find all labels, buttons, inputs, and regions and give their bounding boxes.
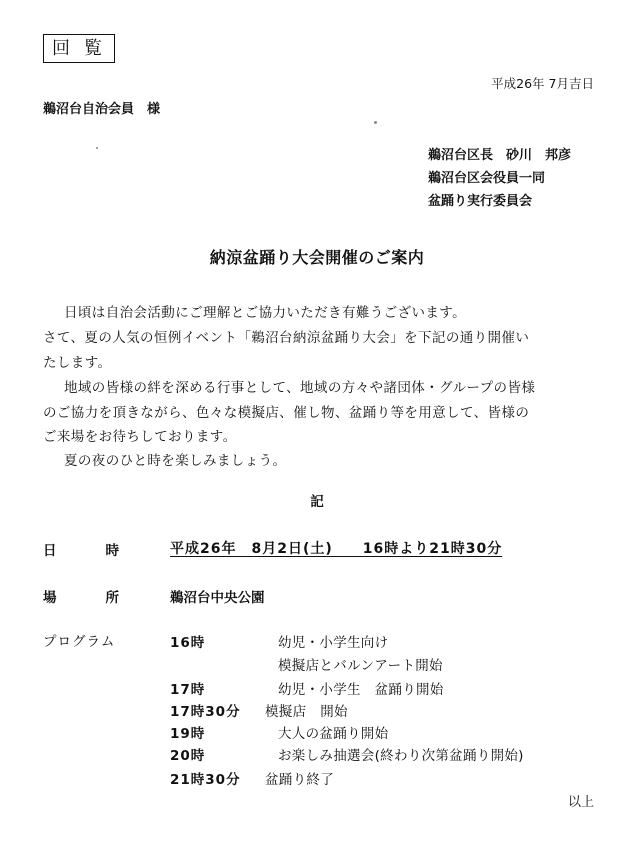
program-time: 21時30分	[170, 772, 241, 788]
closing-mark: 以上	[567, 795, 594, 810]
scan-speck	[96, 147, 98, 149]
scan-speck	[374, 121, 377, 124]
datetime-label-part: 日	[43, 543, 58, 559]
program-time: 17時	[170, 682, 206, 698]
program-time: 20時	[170, 748, 206, 764]
sender-committee: 盆踊り実行委員会	[428, 194, 533, 209]
sender-district-head: 鵜沼台区長 砂川 邦彦	[428, 148, 572, 163]
datetime-label	[43, 539, 120, 559]
body-line: ご来場をお待ちしております。	[43, 429, 237, 445]
ki-heading: 記	[310, 494, 324, 510]
program-desc: 盆踊り終了	[265, 772, 334, 788]
program-label: プログラム	[43, 634, 116, 650]
program-time: 19時	[170, 726, 206, 742]
body-line: 夏の夜のひと時を楽しみましょう。	[64, 453, 287, 469]
place-label-part: 所	[105, 590, 120, 606]
program-desc: 幼児・小学生 盆踊り開始	[278, 682, 444, 698]
program-desc: 模擬店とバルンアート開始	[278, 658, 443, 674]
document-date: 平成26年 7月吉日	[491, 76, 594, 91]
event-place: 鵜沼台中央公園	[170, 590, 265, 606]
body-line: 日頃は自治会活動にご理解とご協力いただき有難うございます。	[64, 305, 467, 321]
program-desc: 大人の盆踊り開始	[278, 726, 389, 742]
program-time: 16時	[170, 635, 206, 651]
event-datetime: 平成26年 8月2日(土) 16時より21時30分	[170, 541, 503, 557]
program-time: 17時30分	[170, 704, 241, 720]
program-desc: 模擬店 開始	[265, 704, 348, 720]
place-label	[43, 586, 120, 606]
document-title: 納涼盆踊り大会開催のご案内	[209, 248, 425, 267]
kairan-stamp: 回覧	[43, 34, 115, 63]
datetime-label-part: 時	[105, 543, 120, 559]
body-line: のご協力を頂きながら、色々な模擬店、催し物、盆踊り等を用意して、皆様の	[43, 405, 530, 421]
program-desc: 幼児・小学生向け	[278, 635, 389, 651]
place-label-part: 場	[43, 590, 58, 606]
program-desc: お楽しみ抽選会(終わり次第盆踊り開始)	[278, 748, 524, 764]
recipient: 鵜沼台自治会員 様	[43, 102, 161, 117]
body-line: たします。	[43, 355, 112, 371]
body-line: さて、夏の人気の恒例イベント「鵜沼台納涼盆踊り大会」を下記の通り開催い	[43, 330, 530, 346]
body-line: 地域の皆様の絆を深める行事として、地域の方々や諸団体・グループの皆様	[64, 380, 536, 396]
sender-officers: 鵜沼台区会役員一同	[428, 171, 546, 186]
